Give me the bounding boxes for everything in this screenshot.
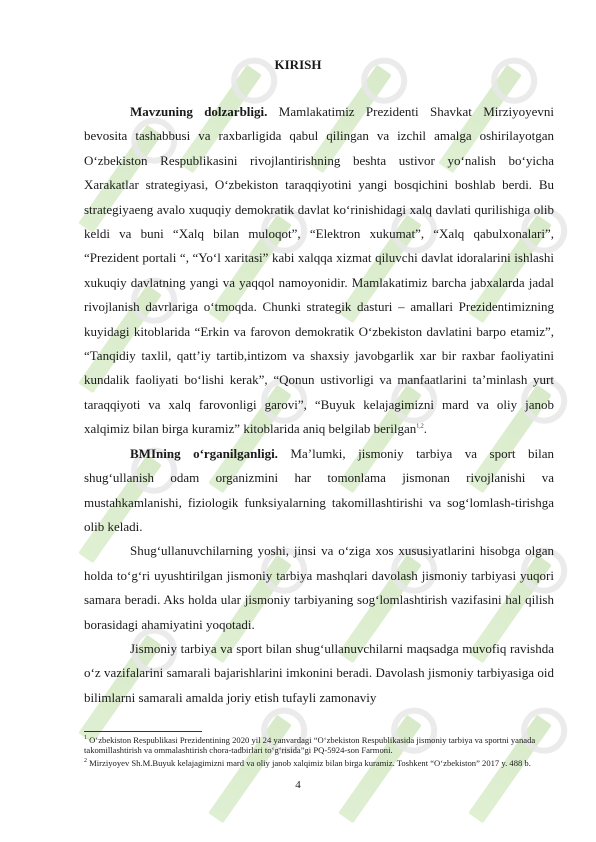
paragraph-lead: Mavzuning dolzarbligi.: [130, 104, 268, 119]
footnote-number: 2: [84, 758, 87, 765]
footnotes: [84, 733, 554, 769]
footnote-item: [84, 733, 554, 756]
paragraph-relevance: [84, 100, 554, 442]
paragraph-lead: BMIning o‘rganilganligi.: [130, 445, 278, 461]
brand-logo-watermark: [338, 715, 422, 824]
paragraph-text: Mamlakatimiz Prezidenti Shavkat Mirziyoyevni bevosita tashabbusi va raxbarligida qabul qilingan va izchil amalga oshirilayotgan O‘zbekiston Respublikasini rivojlantirishning beshta ustivor yo‘nalish bo‘yicha Xarakatlar strategiyasi, O‘zbekiston taraqqiyotini yangi bosqichini boshlab berdi. Bu strategiyaeng avalo xuquqiy demokratik davlat ko‘rinishidagi xalq davlati qurilishiga olib keldi va buni “Xalq bilan muloqot”, “Elektron xukumat”, “Xalq qabulxonalari”, “Prezident portali “, “Yo‘l xaritasi” kabi xalqqa xizmat qiluvchi davlat idoralarini ishlashi xukuqiy davlatning yangi va yaqqol namoyonidir. Mamlakatimiz barcha jabxalarda jadal rivojlanish davrlariga o‘tmoqda. Chunki strategik dasturi – amallari Prezidentimizning kuyidagi kitoblarida “Erkin va farovon demokratik O‘zbekiston davlatini barpo etamiz”, “Tanqidiy taxlil, qatt’iy tartib,intizom va shaxsiy javobgarlik xar bir raxbar faoliyatini kundalik faoliyati bo‘lishi kerak”, “Qonun ustivorligi va manfaatlarini ta’minlash yurt taraqqiyoti va xalq farovonligi garovi”, “Buyuk kelajagimizni mard va oliy janob xalqimiz bilan birga kuramiz” kitoblarida aniq belgilab berilgan: [84, 104, 554, 437]
footnote-divider: [84, 731, 202, 732]
page-number: 4: [295, 779, 301, 791]
paragraph-body: Shug‘ullanuvchilarning yoshi, jinsi va o‘ziga xos xususiyatlarini hisobga olgan holda to‘g‘ri uyushtirilgan jismoniy tarbiya mashqlari davolash jismoniy tarbiyasi yuqori samara beradi. Aks holda ular jismoniy tarbiyaning sog‘lomlashtirish vazifasini hal qilish borasidagi ahamiyatini yoqotadi.: [84, 543, 554, 632]
page-heading: KIRISH: [274, 57, 322, 72]
brand-logo-watermark: [208, 715, 292, 824]
paragraph-study: [84, 442, 554, 540]
footnote-ref: 1,2: [416, 423, 424, 430]
paragraph-text: Ma’lumki, jismoniy tarbiya va sport bilan shug‘ullanish odam organizmini har tomonlama jismonan rivojlanishi va mustahkamlanishi, fiziologik funksiyalarning takomillashtirishi va sog‘lomlash-tirishga olib keladi.: [84, 445, 554, 534]
paragraph-body: Jismoniy tarbiya va sport bilan shug‘ullanuvchilarni maqsadga muvofiq ravishda o‘z vazifalarini samarali bajarishlarini imkonini beradi. Davolash jismoniy tarbiyasiga oid bilimlarni samarali amalda joriy etish tufayli zamonaviy: [84, 640, 554, 705]
footnote-item: [84, 756, 554, 768]
brand-logo-watermark: [468, 715, 552, 824]
footnote-number: 1: [84, 735, 87, 741]
paragraph-end: .: [423, 421, 427, 437]
footnote-text: O‘zbekiston Respublikasi Prezidentining 2020 yil 24 yanvardagi “O‘zbekiston Respublikasida jismoniy tarbiya va sportni yanada takomillashtirish va ommalashtirish chora-tadbirlari to‘g‘risida”gi PQ-5924-son Farmoni.: [84, 734, 536, 756]
footnote-text: Mirziyoyev Sh.M.Buyuk kelajagimizni mard va oliy janob xalqimiz bilan birga kuramiz. Toshkent “O‘zbekiston” 2017 y. 488 b.: [87, 757, 531, 768]
body-text: [84, 100, 554, 710]
